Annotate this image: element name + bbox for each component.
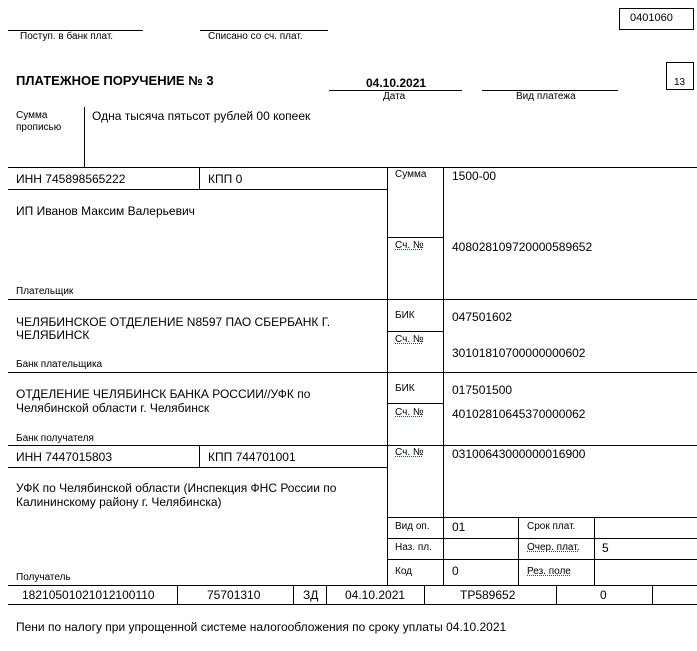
payment-purpose: Пени по налогу при упрощенной системе налогообложения по сроку уплаты 04.10.2021	[16, 620, 507, 634]
code-value: 0	[452, 564, 459, 578]
grid-line-3	[8, 372, 697, 373]
payee-account-label: Сч. №	[395, 447, 424, 458]
tax-vline-1	[177, 585, 178, 604]
op-type-label: Вид оп.	[395, 521, 430, 532]
op-block-mid-1	[387, 538, 697, 539]
payer-name: ИП Иванов Максим Валерьевич	[16, 204, 195, 218]
page-title: ПЛАТЕЖНОЕ ПОРУЧЕНИЕ № 3	[16, 73, 214, 88]
op-type-value: 01	[452, 520, 466, 534]
tax-oktmo: 75701310	[207, 588, 261, 602]
payer-account-value: 408028109720000589652	[452, 240, 593, 254]
sum-account-line	[387, 237, 443, 238]
tax-vline-4	[424, 585, 425, 604]
payee-kpp: КПП 744701001	[208, 450, 296, 464]
grid-line-4	[8, 445, 697, 446]
payee-bank-name-1: ОТДЕЛЕНИЕ ЧЕЛЯБИНСК БАНКА РОССИИ//УФК по	[16, 387, 311, 401]
payee-name-1: УФК по Челябинской области (Инспекция ФНС России по	[16, 481, 337, 495]
payee-account-value: 03100643000000016900	[452, 447, 586, 461]
payment-type-label: Вид платежа	[516, 91, 576, 102]
order-label: Очер. плат.	[527, 542, 580, 553]
payer-bank-bik-line	[387, 331, 443, 332]
payee-bank-bik-value: 017501500	[452, 383, 513, 397]
tax-vline-3	[326, 585, 327, 604]
amount-words-label-1: Сумма	[16, 110, 48, 121]
payer-bank-bik-value: 047501602	[452, 310, 513, 324]
payer-bank-name-2: ЧЕЛЯБИНСК	[16, 328, 90, 342]
tax-period: 04.10.2021	[345, 588, 406, 602]
date-label: Дата	[383, 91, 406, 102]
payer-bank-name-1: ЧЕЛЯБИНСКОЕ ОТДЕЛЕНИЕ N8597 ПАО СБЕРБАНК Г.	[16, 315, 331, 329]
payer-bank-label: Банк плательщика	[16, 359, 103, 370]
term-label: Срок плат.	[527, 521, 576, 532]
op-block-top	[387, 517, 697, 518]
payee-bank-label: Банк получателя	[16, 433, 94, 444]
payer-inn-line	[8, 189, 387, 190]
payer-bank-bik-label: БИК	[395, 310, 415, 321]
payee-bank-name-2: Челябинской области г. Челябинск	[16, 401, 210, 415]
payee-inn-line	[8, 467, 387, 468]
payer-account-label: Сч. №	[395, 240, 424, 251]
order-value: 5	[602, 541, 609, 555]
debited-label: Списано со сч. плат.	[208, 31, 303, 42]
received-label: Поступ. в банк плат.	[20, 31, 114, 42]
payer-label: Плательщик	[16, 286, 74, 297]
payer-sum-label: Сумма	[395, 169, 427, 180]
payer-bank-account-label: Сч. №	[395, 334, 424, 345]
grid-vline-labels	[443, 167, 444, 585]
payee-label: Получатель	[16, 572, 71, 583]
op-block-mid-2	[387, 559, 697, 560]
tax-doc-date: 0	[600, 588, 607, 602]
grid-vline-main	[387, 167, 388, 585]
payer-bank-account-value: 30101810700000000602	[452, 346, 586, 360]
payee-bank-account-value: 40102810645370000062	[452, 407, 586, 421]
tax-vline-2	[293, 585, 294, 604]
payer-inn-divider	[199, 167, 200, 189]
tax-doc-number: ТР589652	[460, 588, 516, 602]
tax-row-bottom	[8, 604, 697, 605]
payer-kpp: КПП 0	[208, 172, 243, 186]
payee-inn: ИНН 7447015803	[16, 450, 113, 464]
op-block-vline-1	[518, 517, 519, 585]
date-value: 04.10.2021	[366, 76, 427, 90]
payer-sum-value: 1500-00	[452, 169, 497, 183]
amount-words-label-2: прописью	[16, 122, 62, 133]
code-label: Код	[395, 566, 413, 577]
tax-basis: ЗД	[303, 588, 319, 602]
payer-inn: ИНН 745898565222	[16, 172, 126, 186]
tax-vline-5	[556, 585, 557, 604]
amount-words-divider	[84, 107, 85, 167]
grid-line-2	[8, 299, 697, 300]
payee-bank-bik-line	[387, 403, 443, 404]
status-code: 13	[674, 77, 686, 88]
payee-bank-account-label: Сч. №	[395, 407, 424, 418]
amount-words-value: Одна тысяча пятьсот рублей 00 копеек	[92, 109, 311, 123]
tax-kbk: 18210501021012100110	[22, 588, 155, 602]
payee-name-2: Калининскому району г. Челябинска)	[16, 495, 222, 509]
form-code: 0401060	[630, 12, 673, 24]
tax-row-top	[8, 585, 697, 586]
reserve-label: Рез. поле	[527, 566, 571, 577]
payee-inn-divider	[199, 445, 200, 467]
op-block-vline-2	[594, 517, 595, 585]
grid-line-1	[8, 167, 697, 168]
purpose-code-label: Наз. пл.	[395, 542, 432, 553]
tax-vline-6	[652, 585, 653, 604]
payee-bank-bik-label: БИК	[395, 383, 415, 394]
